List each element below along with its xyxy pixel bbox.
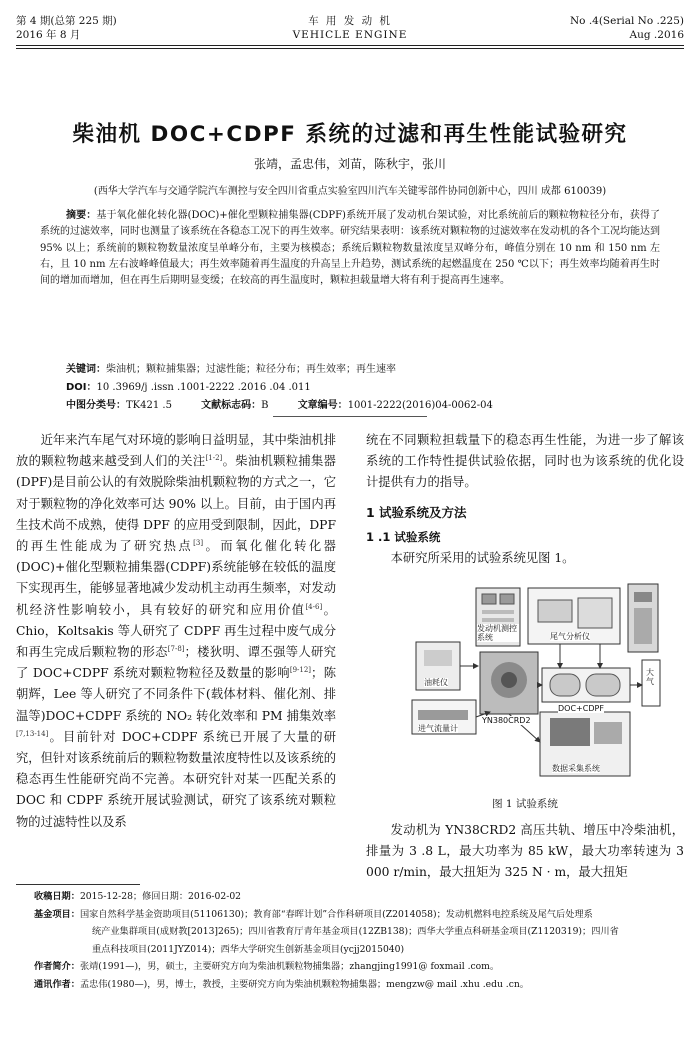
article-no-value: 1001-2222(2016)04-0062-04 bbox=[347, 400, 493, 411]
figure-diagram bbox=[410, 582, 664, 780]
citation: [9-12] bbox=[289, 666, 312, 675]
header-rule bbox=[16, 45, 684, 46]
journal-serial bbox=[570, 14, 684, 42]
footnotes bbox=[34, 888, 684, 994]
abstract bbox=[40, 208, 660, 289]
keywords bbox=[66, 360, 396, 375]
citation: [1-2] bbox=[205, 454, 223, 463]
body-right-column bbox=[366, 430, 684, 569]
classification bbox=[66, 396, 493, 411]
doc-code-label: 文献标志码： bbox=[201, 400, 262, 411]
issue-number: 第 4 期(总第 225 期) bbox=[16, 15, 117, 27]
label-atmosphere: 大气 bbox=[646, 668, 654, 686]
issue-date: 2016 年 8 月 bbox=[16, 29, 81, 41]
section-heading-1-1: 1 .1 试验系统 bbox=[366, 529, 441, 544]
citation: [4-6] bbox=[305, 602, 323, 611]
citation: [3] bbox=[193, 538, 204, 547]
footnote-corresponding: 通讯作者：孟忠伟(1980—)，男，博士，教授，主要研究方向为柴油机颗粒物捕集器；mengzw@ mail .xhu .edu .cn。 bbox=[34, 978, 529, 990]
journal-name-cn: 车 用 发 动 机 bbox=[308, 15, 392, 27]
doi bbox=[66, 378, 311, 393]
clc-value: TK421 .5 bbox=[126, 400, 172, 411]
doi-text: 10 .3969/j .issn .1001-2222 .2016 .04 .011 bbox=[96, 382, 311, 393]
label-fuel-meter: 油耗仪 bbox=[424, 678, 448, 687]
footnote-dates: 收稿日期：2015-12-28；修回日期：2016-02-02 bbox=[34, 891, 242, 902]
section-heading-1: 1 试验系统及方法 bbox=[366, 504, 467, 520]
journal-name-en: VEHICLE ENGINE bbox=[292, 29, 408, 41]
body-left-column bbox=[16, 430, 336, 833]
keywords-label: 关键词： bbox=[66, 364, 106, 375]
label-exhaust-analyzer: 尾气分析仪 bbox=[550, 632, 590, 641]
serial-number: No .4(Serial No .225) bbox=[569, 15, 684, 27]
footnote-funding-2: 统产业集群项目(成财教[2013]265)；四川省教育厅青年基金项目(12ZB138)；西华大学重点科研基金项目(Z1120319)；四川省 bbox=[92, 926, 619, 938]
clc-label: 中图分类号： bbox=[66, 400, 126, 411]
figure-intro: 本研究所采用的试验系统见图 1。 bbox=[390, 551, 575, 566]
label-engine: YN380CRD2 bbox=[482, 716, 531, 725]
footnote-funding-3: 重点科技项目(2011JYZ014)；西华大学研究生创新基金项目(ycjj2015040) bbox=[92, 943, 405, 955]
affiliation: (西华大学汽车与交通学院汽车测控与安全四川省重点实验室四川汽车关键零部件协同创新中心，四川 成都 610039) bbox=[93, 186, 607, 197]
header-rule-2 bbox=[16, 48, 684, 49]
intro-paragraph: 近年来汽车尾气对环境的影响日益明显，其中柴油机排放的颗粒物越来越受到人们的关注[1-2]。柴油机颗粒捕集器(DPF)是目前公认的有效脱除柴油机颗粒物的方式之一，它对于颗粒物的净化效率可达 90% 以上。目前，由于国内再生技术尚不成熟，使得 DPF 的应用受到限制，因此，DPF 的再生性能成为了研究热点[3]。而氧化催化转化器(DOC)+催化型颗粒捕集器(CDPF)系统能够在较低的温度下实现再生，能够显著地减少发动机主动再生频率，对发动机经济性影响较小，具有较好的研究和应用价值[4-6]。Chio，Koltsakis 等人研究了 CDPF 再生过程中废气成分和再生完成后颗粒物的形态[7-8]；楼狄明、谭丕强等人研究了 DOC+CDPF 系统对颗粒物粒径及数量的影响[9-12]；陈朝辉，Lee 等人研究了不同条件下(载体材料、催化剂、排温等)DOC+CDPF 系统的 NO₂ 转化效率和 PM 捕集效率[7,13-14]。目前针对 DOC+CDPF 系统已开展了大量的研究，但针对该系统前后的颗粒物数量浓度特性以及该系统的稳态再生性能研究尚不完善。本研究针对某一匹配关系的 DOC 和 CDPF 系统开展试验测试，研究了该系统对颗粒物的过滤特性以及系 bbox=[16, 433, 336, 829]
doc-code-value: B bbox=[261, 400, 269, 411]
author-list: 张靖，孟忠伟，刘苗，陈秋宇，张川 bbox=[253, 157, 446, 171]
footnote-author: 作者简介：张靖(1991—)，男，硕士，主要研究方向为柴油机颗粒物捕集器；zhangjing1991@ foxmail .com。 bbox=[34, 961, 500, 973]
keywords-text: 柴油机；颗粒捕集器；过滤性能；粒径分布；再生效率；再生速率 bbox=[106, 364, 396, 375]
abstract-text: 基于氧化催化转化器(DOC)+催化型颗粒捕集器(CDPF)系统开展了发动机台架试验，对比系统前后的颗粒物粒径分布，获得了系统的过滤效率，同时也测量了该系统在各稳态工况下的再生效率。研究结果表明：该系统对颗粒物的过滤效率在发动机的各个工况均能达到 95% 以上；系统前的颗粒物数量浓度呈单峰分布，主要为核模态；系统后颗粒物数量浓度呈双峰分布，峰值分别在 10 nm 和 150 nm 左右，且 10 nm 左右波峰峰值最大；再生效率随着再生温度的升高呈上升趋势，测试系统的起燃温度在 250 ℃以下；再生效率均随着再生时间的增加而增加，但在再生后期明显变缓；在较高的再生温度时，颗粒担载量增大将有利于提高再生速率。 bbox=[40, 210, 661, 287]
citation: [7-8] bbox=[167, 644, 185, 653]
doi-label: DOI： bbox=[66, 382, 97, 393]
label-aftertreatment: DOC+CDPF bbox=[558, 704, 604, 713]
engine-spec-paragraph: 发动机为 YN38CRD2 高压共轨、增压中冷柴油机，排量为 3 .8 L，最大功率为 85 kW，最大功率转速为 3 000 r/min，最大扭矩为 325 N · m，最大扭矩 bbox=[366, 823, 684, 880]
citation: [7,13-14] bbox=[16, 729, 49, 738]
abstract-rule bbox=[273, 416, 427, 417]
label-daq: 数据采集系统 bbox=[552, 764, 600, 773]
abstract-label: 摘要： bbox=[66, 210, 97, 221]
continued-paragraph: 统在不同颗粒担载量下的稳态再生性能，为进一步了解该系统的工作特性提供试验依据，同时也为该系统的优化设计提供有力的指导。 bbox=[366, 433, 684, 490]
body-right-continued bbox=[366, 820, 684, 884]
footnote-rule bbox=[16, 884, 140, 885]
label-engine-control: 发动机测控系统 bbox=[477, 624, 517, 642]
paper-title: 柴油机 DOC+CDPF 系统的过滤和再生性能试验研究 bbox=[72, 122, 628, 147]
article-no-label: 文章编号： bbox=[297, 400, 348, 411]
footnote-funding: 基金项目：国家自然科学基金资助项目(51106130)；教育部“春晖计划”合作科研项目(Z2014058)；发动机燃料电控系统及尾气后处理系 bbox=[34, 908, 593, 920]
figure-test-system bbox=[410, 582, 664, 780]
label-air-flow: 进气流量计 bbox=[418, 724, 458, 733]
figure-caption: 图 1 试验系统 bbox=[492, 798, 558, 810]
serial-date: Aug .2016 bbox=[629, 29, 684, 41]
